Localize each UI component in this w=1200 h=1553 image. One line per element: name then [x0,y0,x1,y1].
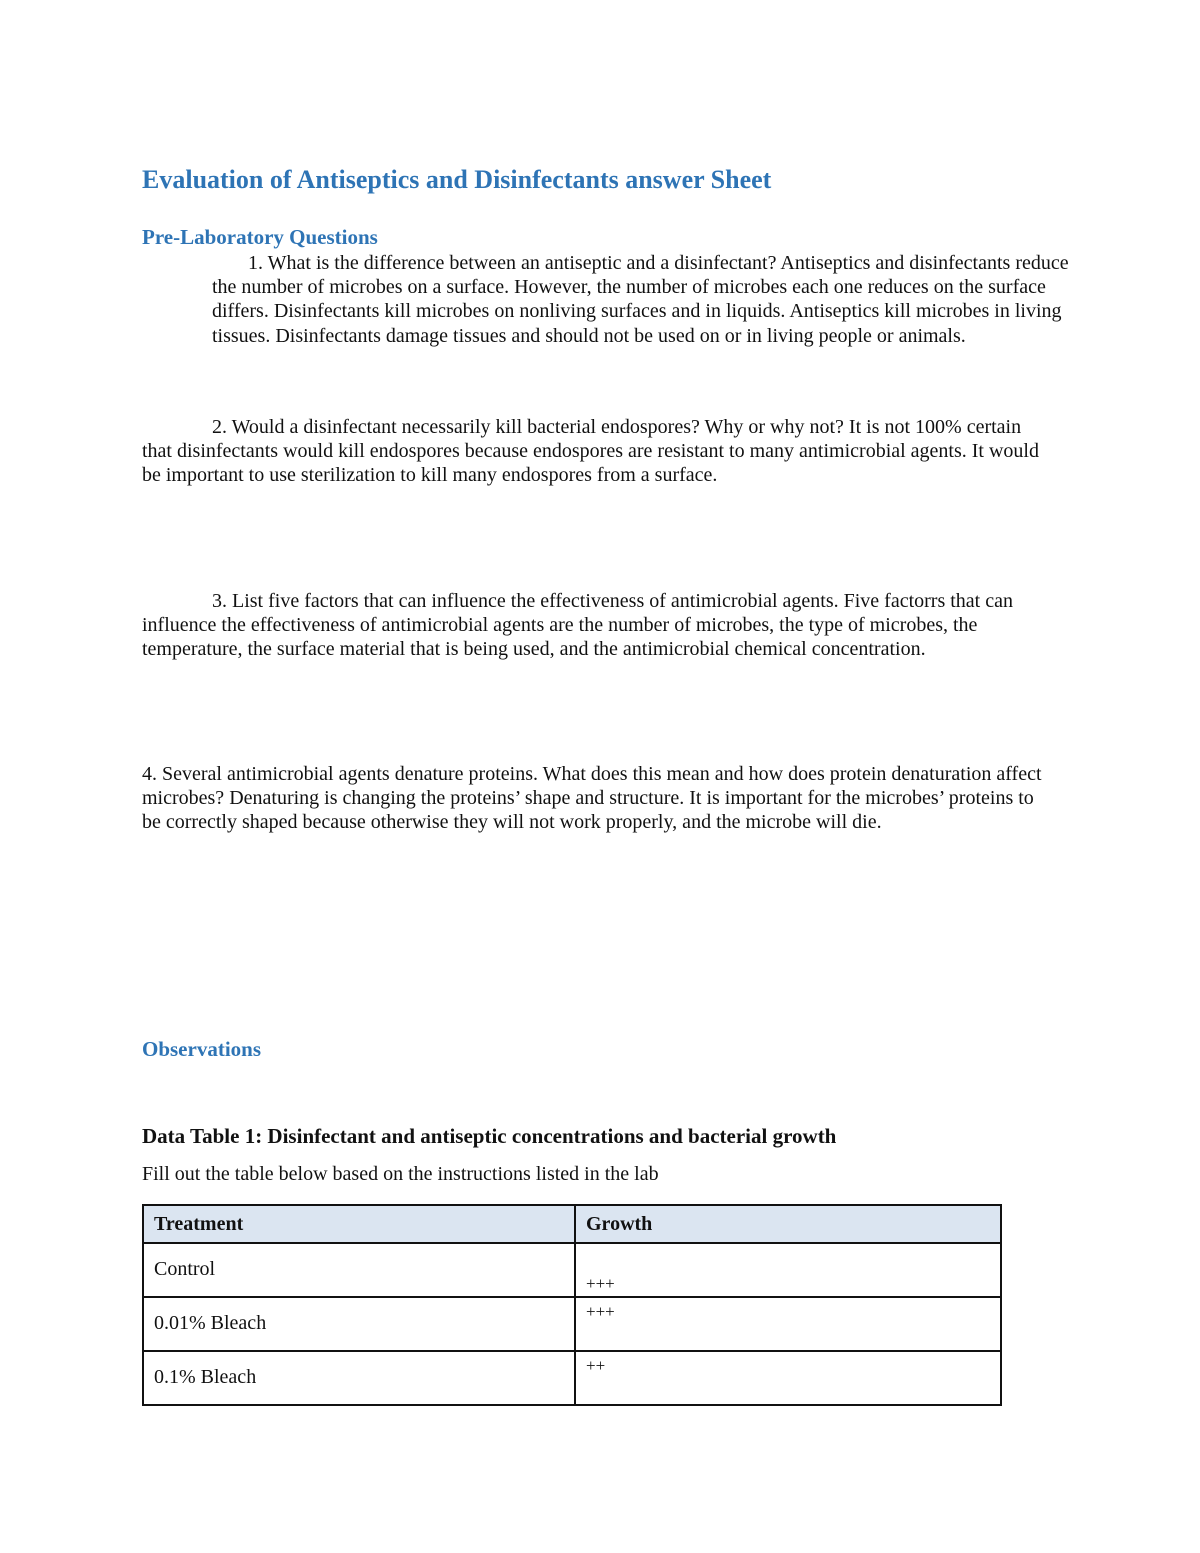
table-row [143,1243,1001,1297]
treatment-cell [143,1243,575,1297]
table-caption: Data Table 1: Disinfectant and antiseptic concentrations and bacterial growth [142,1124,837,1148]
treatment-value: 0.1% Bleach [154,1366,257,1388]
question-1: 1. What is the difference between an antiseptic and a disinfectant? Antiseptics and disinfectants reduce the number of microbes on a surface. However, the number of microbes each one reduces on the surface differs. Disinfectants kill microbes on nonliving surfaces and in liquids. Antiseptics kill microbes in living tissues. Disinfectants damage tissues and should not be used on or in living people or animals. [212,252,1069,347]
data-table [142,1204,1002,1406]
document-title: Evaluation of Antiseptics and Disinfectants answer Sheet [142,165,772,194]
observations-heading: Observations [142,1037,262,1061]
growth-value: ++ [586,1356,606,1375]
table-row [143,1297,1001,1351]
treatment-value: Control [154,1258,216,1280]
table-header-row [143,1205,1001,1243]
growth-value: +++ [586,1302,615,1321]
treatment-cell [143,1297,575,1351]
treatment-cell [143,1351,575,1405]
growth-cell [575,1297,1001,1351]
growth-value: +++ [586,1274,615,1293]
header-growth: Growth [575,1205,1001,1243]
growth-cell [575,1351,1001,1405]
question-4: 4. Several antimicrobial agents denature proteins. What does this mean and how does protein denaturation affect microbes? Denaturing is changing the proteins’ shape and structure. It is important for the microbes’ proteins to be correctly shaped because otherwise they will not work properly, and the microbe will die. [142,763,1042,834]
header-treatment: Treatment [143,1205,575,1243]
table-row [143,1351,1001,1405]
treatment-value: 0.01% Bleach [154,1312,267,1334]
question-2: 2. Would a disinfectant necessarily kill bacterial endospores? Why or why not? It is not 100% certain that disinfectants would kill endospores because endospores are resistant to many antimicrobial agents. It would be important to use sterilization to kill many endospores from a surface. [142,416,1039,487]
growth-cell [575,1243,1001,1297]
table-instruction: Fill out the table below based on the instructions listed in the lab [142,1163,659,1185]
pre-lab-heading: Pre-Laboratory Questions [142,225,378,249]
question-3: 3. List five factors that can influence the effectiveness of antimicrobial agents. Five factorrs that can influence the effectiveness of antimicrobial agents are the number of microbes, the type of microbes, the temperature, the surface material that is being used, and the antimicrobial chemical concentration. [142,590,1013,661]
